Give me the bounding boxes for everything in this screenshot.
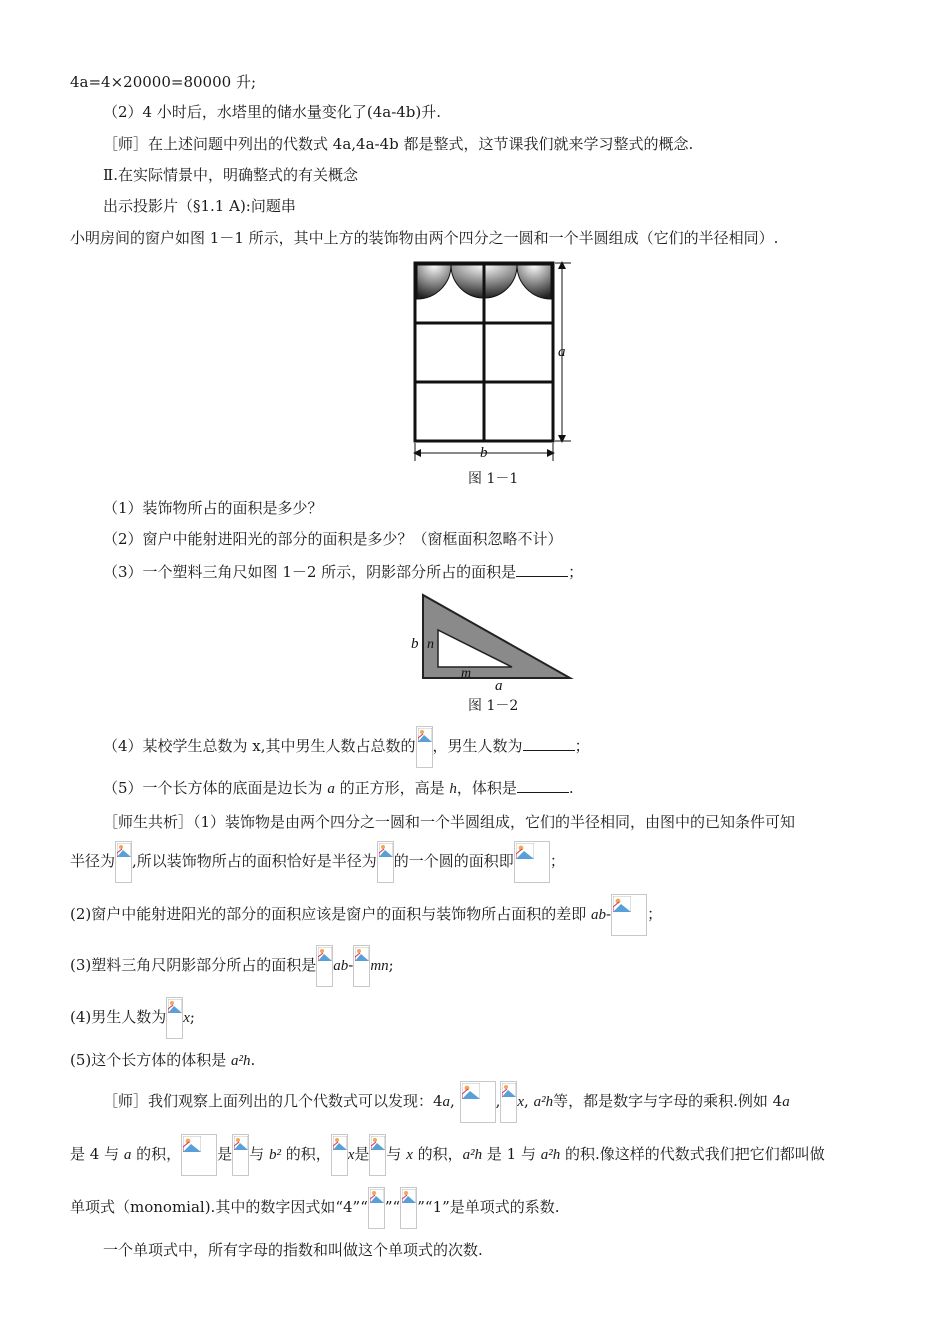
answer-blank xyxy=(523,736,575,751)
formula-image xyxy=(377,841,394,883)
question-2: （2）窗户中能射进阳光的部分的面积是多少？（窗框面积忽略不计） xyxy=(103,530,563,548)
formula-image xyxy=(369,1134,386,1176)
summary-line: ［师］我们观察上面列出的几个代数式可以发现：4a, , x, a²h等，都是数字与字母的乘积.例如 4a xyxy=(103,1080,790,1123)
question-4: （4）某校学生总数为 x,其中男生人数占总数的 ，男生人数为 ； xyxy=(103,725,590,768)
label-b: b xyxy=(480,445,488,461)
formula-image xyxy=(416,726,433,768)
formula-image xyxy=(316,945,333,987)
label-a: a xyxy=(495,678,503,690)
window-figure xyxy=(405,255,585,465)
triangle-figure xyxy=(405,590,580,690)
label-b: b xyxy=(411,636,419,652)
question-1: （1）装饰物所占的面积是多少？ xyxy=(103,499,323,517)
analysis-line: (5)这个长方体的体积是 a²h. xyxy=(70,1051,256,1069)
analysis-line: ［师生共析］（1）装饰物是由两个四分之一圆和一个半圆组成，它们的半径相同，由图中的已知条件可知 xyxy=(103,813,796,831)
answer-blank xyxy=(516,562,568,577)
formula-image xyxy=(331,1134,348,1176)
text-line: ［师］在上述问题中列出的代数式 4a,4a-4b 都是整式，这节课我们就来学习整式的概念. xyxy=(103,135,694,153)
question-3: （3）一个塑料三角尺如图 1－2 所示，阴影部分所占的面积是 ； xyxy=(103,563,584,581)
formula-image xyxy=(400,1187,417,1229)
figure-caption: 图 1－2 xyxy=(468,698,519,714)
analysis-line: (3)塑料三角尺阴影部分所占的面积是 ab- mn; xyxy=(70,944,394,987)
analysis-line: (2)窗户中能射进阳光的部分的面积应该是窗户的面积与装饰物所占面积的差即 ab- ； xyxy=(70,893,662,936)
formula-image xyxy=(115,841,132,883)
formula-image xyxy=(353,945,370,987)
answer-blank xyxy=(517,778,569,793)
formula-image xyxy=(181,1134,217,1176)
summary-line: 单项式（monomial).其中的数字因式如“4”“ ”“ ”“1”是单项式的系数. xyxy=(70,1186,560,1229)
figure-caption: 图 1－1 xyxy=(468,471,519,487)
summary-line: 一个单项式中，所有字母的指数和叫做这个单项式的次数. xyxy=(103,1241,483,1259)
formula-image xyxy=(514,841,550,883)
label-a: a xyxy=(558,344,566,360)
text-line: 小明房间的窗户如图 1－1 所示，其中上方的装饰物由两个四分之一圆和一个半圆组成（它们的半径相同）. xyxy=(70,229,779,247)
section-heading: Ⅱ.在实际情景中，明确整式的有关概念 xyxy=(103,166,358,184)
label-n: n xyxy=(427,637,434,652)
formula-image xyxy=(368,1187,385,1229)
formula-image xyxy=(460,1081,496,1123)
text-line: 4a=4×20000=80000 升; xyxy=(70,73,256,91)
formula-image xyxy=(500,1081,517,1123)
analysis-line: 半径为 ,所以装饰物所占的面积恰好是半径为 的一个圆的面积即 ； xyxy=(70,840,565,883)
summary-line: 是 4 与 a 的积， 是 与 b² 的积， x是 与 x 的积，a²h 是 1 与 a²h 的积.像这样的代数式我们把它们都叫做 xyxy=(70,1133,825,1176)
question-5: （5）一个长方体的底面是边长为 a 的正方形，高是 h，体积是 . xyxy=(103,779,574,797)
text-line: （2）4 小时后，水塔里的储水量变化了(4a-4b)升. xyxy=(103,103,442,121)
analysis-line: (4)男生人数为 x; xyxy=(70,996,195,1039)
text-line: 出示投影片（§1.1 A):问题串 xyxy=(103,197,296,215)
label-m: m xyxy=(461,666,472,681)
formula-image xyxy=(166,997,183,1039)
formula-image xyxy=(232,1134,249,1176)
formula-image xyxy=(611,894,647,936)
